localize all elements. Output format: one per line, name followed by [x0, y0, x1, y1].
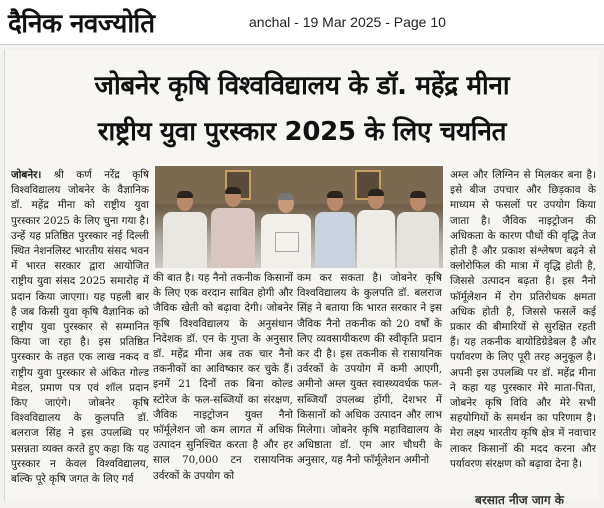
- person-figure: [315, 188, 355, 268]
- article-column-4: अम्ल और लिग्निन से मिलकर बना है। इसे बीज उपचार और छिड़काव के माध्यम से फसलों पर उपयोग किया जाता है। जैविक नाइट्रोजन की अधिकता के कारण पौधों की वृद्धि तेज होती है और प्रकाश संश्लेषण बढ़ने से क्लोरोफिल की मात्रा में वृद्धि होती है, जिससे उत्पादन बढ़ता है। इस नैनो फॉर्मूलेशन में रोग प्रतिरोधक क्षमता अधिक होती है, जिससे फसलें कई प्रकार की बीमारियों से सुरक्षित रहती हैं। यह तकनीक बायोडिग्रेडेबल है और पर्यावरण के लिए पूरी तरह अनुकूल है। अपनी इस उपलब्धि पर डॉ. महेंद्र मीना ने कहा यह पुरस्कार मेरे माता-पिता, जोबनेर कृषि विवि और मेरे सभी सहयोगियों के समर्थन का परिणाम है। मेरा लक्ष्य भारतीय कृषि क्षेत्र में नवाचार लाकर किसानों की मदद करना और पर्यावरण संरक्षण को बढ़ावा देना है।: [450, 169, 596, 470]
- person-figure: [163, 188, 207, 268]
- person-figure: [261, 188, 311, 268]
- headline-line-2: राष्ट्रीय युवा पुरस्कार 2025 के लिए चयनित: [97, 117, 507, 147]
- person-figure: [357, 186, 395, 268]
- next-article-headline: बरसात नीज जाग के: [475, 493, 565, 507]
- newspaper-title: दैनिक नवज्योति: [8, 9, 155, 39]
- edition-meta: anchal - 19 Mar 2025 - Page 10: [249, 14, 446, 30]
- person-figure: [211, 184, 255, 268]
- news-clipping: [4, 50, 599, 507]
- column-1-text: श्री कर्ण नरेंद्र कृषि विश्वविद्यालय जोबनेर के वैज्ञानिक डॉ. महेंद्र मीना को राष्ट्रीय युवा पुरस्कार 2025 के लिए चुना गया है। उन्हें यह प्रतिष्ठित पुरस्कार नई दिल्ली स्थित नेशनलिस्ट भारतीय संसद भवन में भारत सरकार द्वारा आयोजित राष्ट्रीय युवा संसद 2025 समारोह में प्रदान किया जाएगा। यह पहली बार है जब किसी युवा कृषि वैज्ञानिक को राष्ट्रीय युवा पुरस्कार से सम्मानित किया जा रहा है। इस प्रतिष्ठित पुरस्कार के तहत एक लाख नकद व राष्ट्रीय युवा पुरस्कार से अंकित गोल्ड मेडल, प्रमाण पत्र एवं शॉल प्रदान किए जाएंगे। जोबनेर कृषि विश्वविद्यालय के कुलपति डॉ. बलराज सिंह ने इस उपलब्धि पर प्रसन्नता व्यक्त करते हुए कहा कि यह पुरस्कार न केवल विश्वविद्यालय, बल्कि पूरे कृषि जगत के लिए गर्व: [11, 169, 149, 486]
- headline-line-1: जोबनेर कृषि विश्वविद्यालय के डॉ. महेंद्र मीना: [94, 71, 510, 101]
- dateline: जोबनेर।: [11, 169, 42, 181]
- person-figure: [397, 188, 439, 268]
- news-photo: [155, 166, 443, 268]
- certificate: [275, 232, 299, 252]
- article-column-2: की बात है। यह नैनो तकनीक किसानों के लिए एक वरदान साबित होगी और जैविक खेती को बढ़ावा देगी। जोबनेर कृषि विश्वविद्यालय के अनुसंधान निदेशक डॉ. एन के गुप्ता के अनुसार डॉ. महेंद्र मीना अब तक चार नैनो तकनीकों का आविष्कार कर चुके हैं। इनमें 21 दिनों तक बिना कोल्ड स्टोरेज के फल-सब्जियों का संरक्षण, जैविक नाइट्रोजन युक्त नैनो फॉर्मूलेशन जो कम लागत में अधिक उत्पादन सुनिश्चित करता है और हर साल 70,000 टन रासायनिक उर्वरकों के उपयोग को: [153, 272, 293, 482]
- article-column-3: कम कर सकता है। जोबनेर कृषि विश्वविद्यालय के कुलपति डॉ. बलराज सिंह ने बताया कि भारत सरकार ने इस जैविक नैनो तकनीक को 20 वर्षों के लिए व्यवसायीकरण की स्वीकृति प्रदान कर दी है। इस तकनीक से रासायनिक उर्वरकों के उपयोग में कमी आएगी, अमीनो अम्ल युक्त स्वास्थ्यवर्धक फल-सब्जियाँ उपलब्ध होंगी, देशभर में किसानों को अधिक उत्पादन और लाभ मिलेगा। जोबनेर कृषि महाविद्यालय के अधिष्ठाता डॉ. एम आर चौधरी के अनुसार, यह नैनो फॉर्मूलेशन अमीनो: [297, 272, 442, 467]
- article-column-1: [11, 168, 149, 501]
- masthead: [0, 0, 604, 45]
